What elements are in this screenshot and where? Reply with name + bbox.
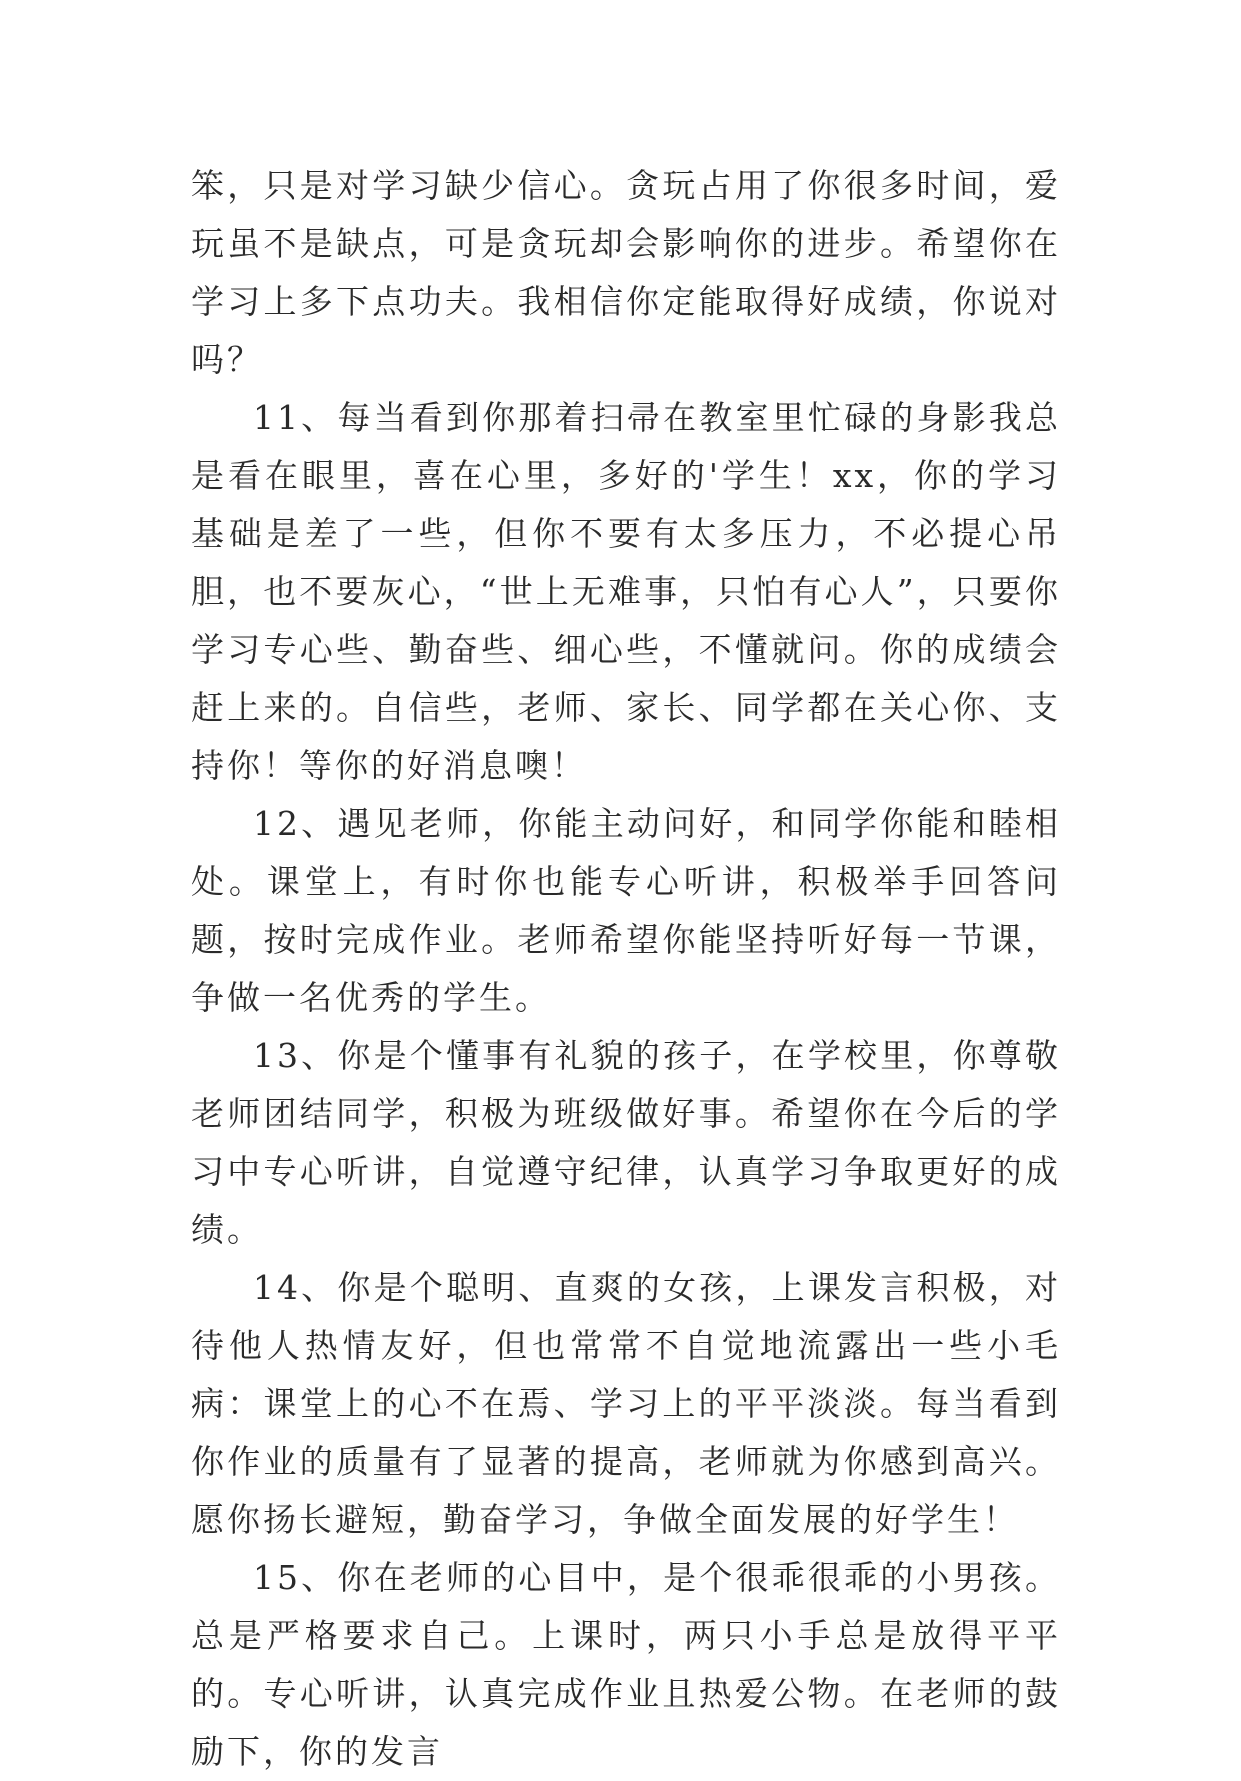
paragraph-14: 14、你是个聪明、直爽的女孩，上课发言积极，对待他人热情友好，但也常常不自觉地流露出一些小毛病：课堂上的心不在焉、学习上的平平淡淡。每当看到你作业的质量有了显著的提高，老师就为你感到高兴。愿你扬长避短，勤奋学习，争做全面发展的好学生！ xyxy=(191,1268,1061,1539)
paragraph-11: 11、每当看到你那着扫帚在教室里忙碌的身影我总是看在眼里，喜在心里，多好的'学生！xx，你的学习基础是差了一些，但你不要有太多压力，不必提心吊胆，也不要灰心，“世上无难事，只怕有心人”，只要你学习专心些、勤奋些、细心些，不懂就问。你的成绩会赶上来的。自信些，老师、家长、同学都在关心你、支持你！等你的好消息噢！ xyxy=(191,398,1061,785)
paragraph-15: 15、你在老师的心目中，是个很乖很乖的小男孩。总是严格要求自己。上课时，两只小手总是放得平平的。专心听讲，认真完成作业且热爱公物。在老师的鼓励下，你的发言 xyxy=(191,1558,1061,1771)
paragraph-12: 12、遇见老师，你能主动问好，和同学你能和睦相处。课堂上，有时你也能专心听讲，积极举手回答问题，按时完成作业。老师希望你能坚持听好每一节课，争做一名优秀的学生。 xyxy=(191,804,1061,1017)
paragraph-13: 13、你是个懂事有礼貌的孩子，在学校里，你尊敬老师团结同学，积极为班级做好事。希望你在今后的学习中专心听讲，自觉遵守纪律，认真学习争取更好的成绩。 xyxy=(191,1036,1061,1249)
body-text xyxy=(191,157,1061,1781)
paragraph-continuation: 笨，只是对学习缺少信心。贪玩占用了你很多时间，爱玩虽不是缺点，可是贪玩却会影响你的进步。希望你在学习上多下点功夫。我相信你定能取得好成绩，你说对吗？ xyxy=(191,166,1061,379)
